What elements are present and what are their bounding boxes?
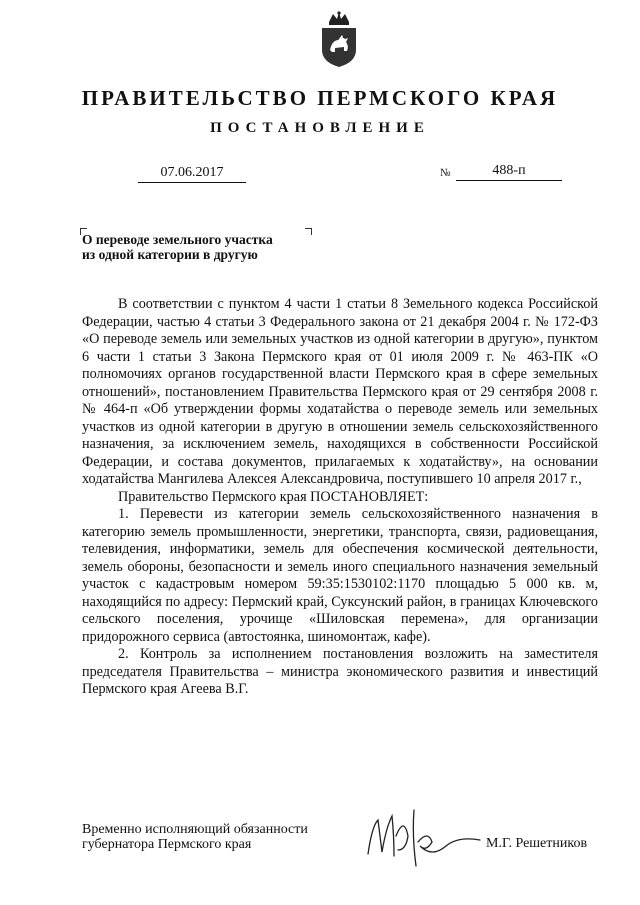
clause-1-paragraph: 1. Перевести из категории земель сельскохозяйственного назначения в категорию земель промышленности, энергетики, транспорта, связи, радиовещания, телевидения, информатики, земель для обеспечения космической деятельности, земель обороны, безопасности и земель иного специального назначения земельный участок с кадастровым номером 59:35:1530102:1170 площадью 5 000 кв. м, находящийся по адресу: Пермский край, Суксунский район, в границах Ключевского сельского поселения, урочище «Шиловская перемена», для организации придорожного сервиса (автостоянка, шиномонтаж, кафе). — [82, 506, 598, 645]
decree-date: 07.06.2017 — [138, 164, 246, 183]
subject-line-1: О переводе земельного участка — [82, 232, 273, 247]
signatory-name: М.Г. Решетников — [486, 836, 588, 851]
decree-body — [82, 296, 598, 699]
signatory-position — [82, 822, 308, 852]
number-label: № — [440, 167, 451, 179]
preamble-paragraph: В соответствии с пунктом 4 части 1 статьи 8 Земельного кодекса Российской Федерации, частью 4 статьи 3 Федерального закона от 21 декабря 2004 г. № 172-ФЗ «О переводе земель или земельных участков из одной категории в другую», пунктом 6 части 1 статьи 3 Закона Пермского края от 01 июля 2009 г. № 463-ПК «О полномочиях органов государственной власти Пермского края в сфере земельных отношений», постановлением Правительства Пермского края от 29 сентября 2008 г. № 464-п «Об утверждении формы ходатайства о переводе земель или земельных участков из одной категории в другую в отношении земель сельскохозяйственного назначения, за исключением земель, находящихся в собственности Российской Федерации, и состава документов, прилагаемых к ходатайству», на основании ходатайства Мангилева Алексея Александровича, поступившего 10 апреля 2017 г., — [82, 296, 598, 487]
subject-line-2: из одной категории в другую — [82, 247, 258, 262]
coat-of-arms-icon — [316, 10, 362, 68]
resolution-paragraph: Правительство Пермского края ПОСТАНОВЛЯЕТ: — [118, 488, 429, 505]
clause-2-paragraph: 2. Контроль за исполнением постановления возложить на заместителя председателя Правительства – министра экономического развития и инвестиций Пермского края Агеева В.Г. — [82, 646, 598, 697]
document-type: ПОСТАНОВЛЕНИЕ — [210, 120, 430, 136]
government-title: ПРАВИТЕЛЬСТВО ПЕРМСКОГО КРАЯ — [81, 86, 559, 110]
decree-subject — [82, 232, 273, 262]
position-line-2: губернатора Пермского края — [82, 837, 252, 852]
corner-mark-right — [305, 228, 312, 235]
position-line-1: Временно исполняющий обязанности — [82, 822, 308, 837]
handwritten-signature — [362, 806, 486, 870]
decree-number: 488-п — [456, 162, 562, 181]
